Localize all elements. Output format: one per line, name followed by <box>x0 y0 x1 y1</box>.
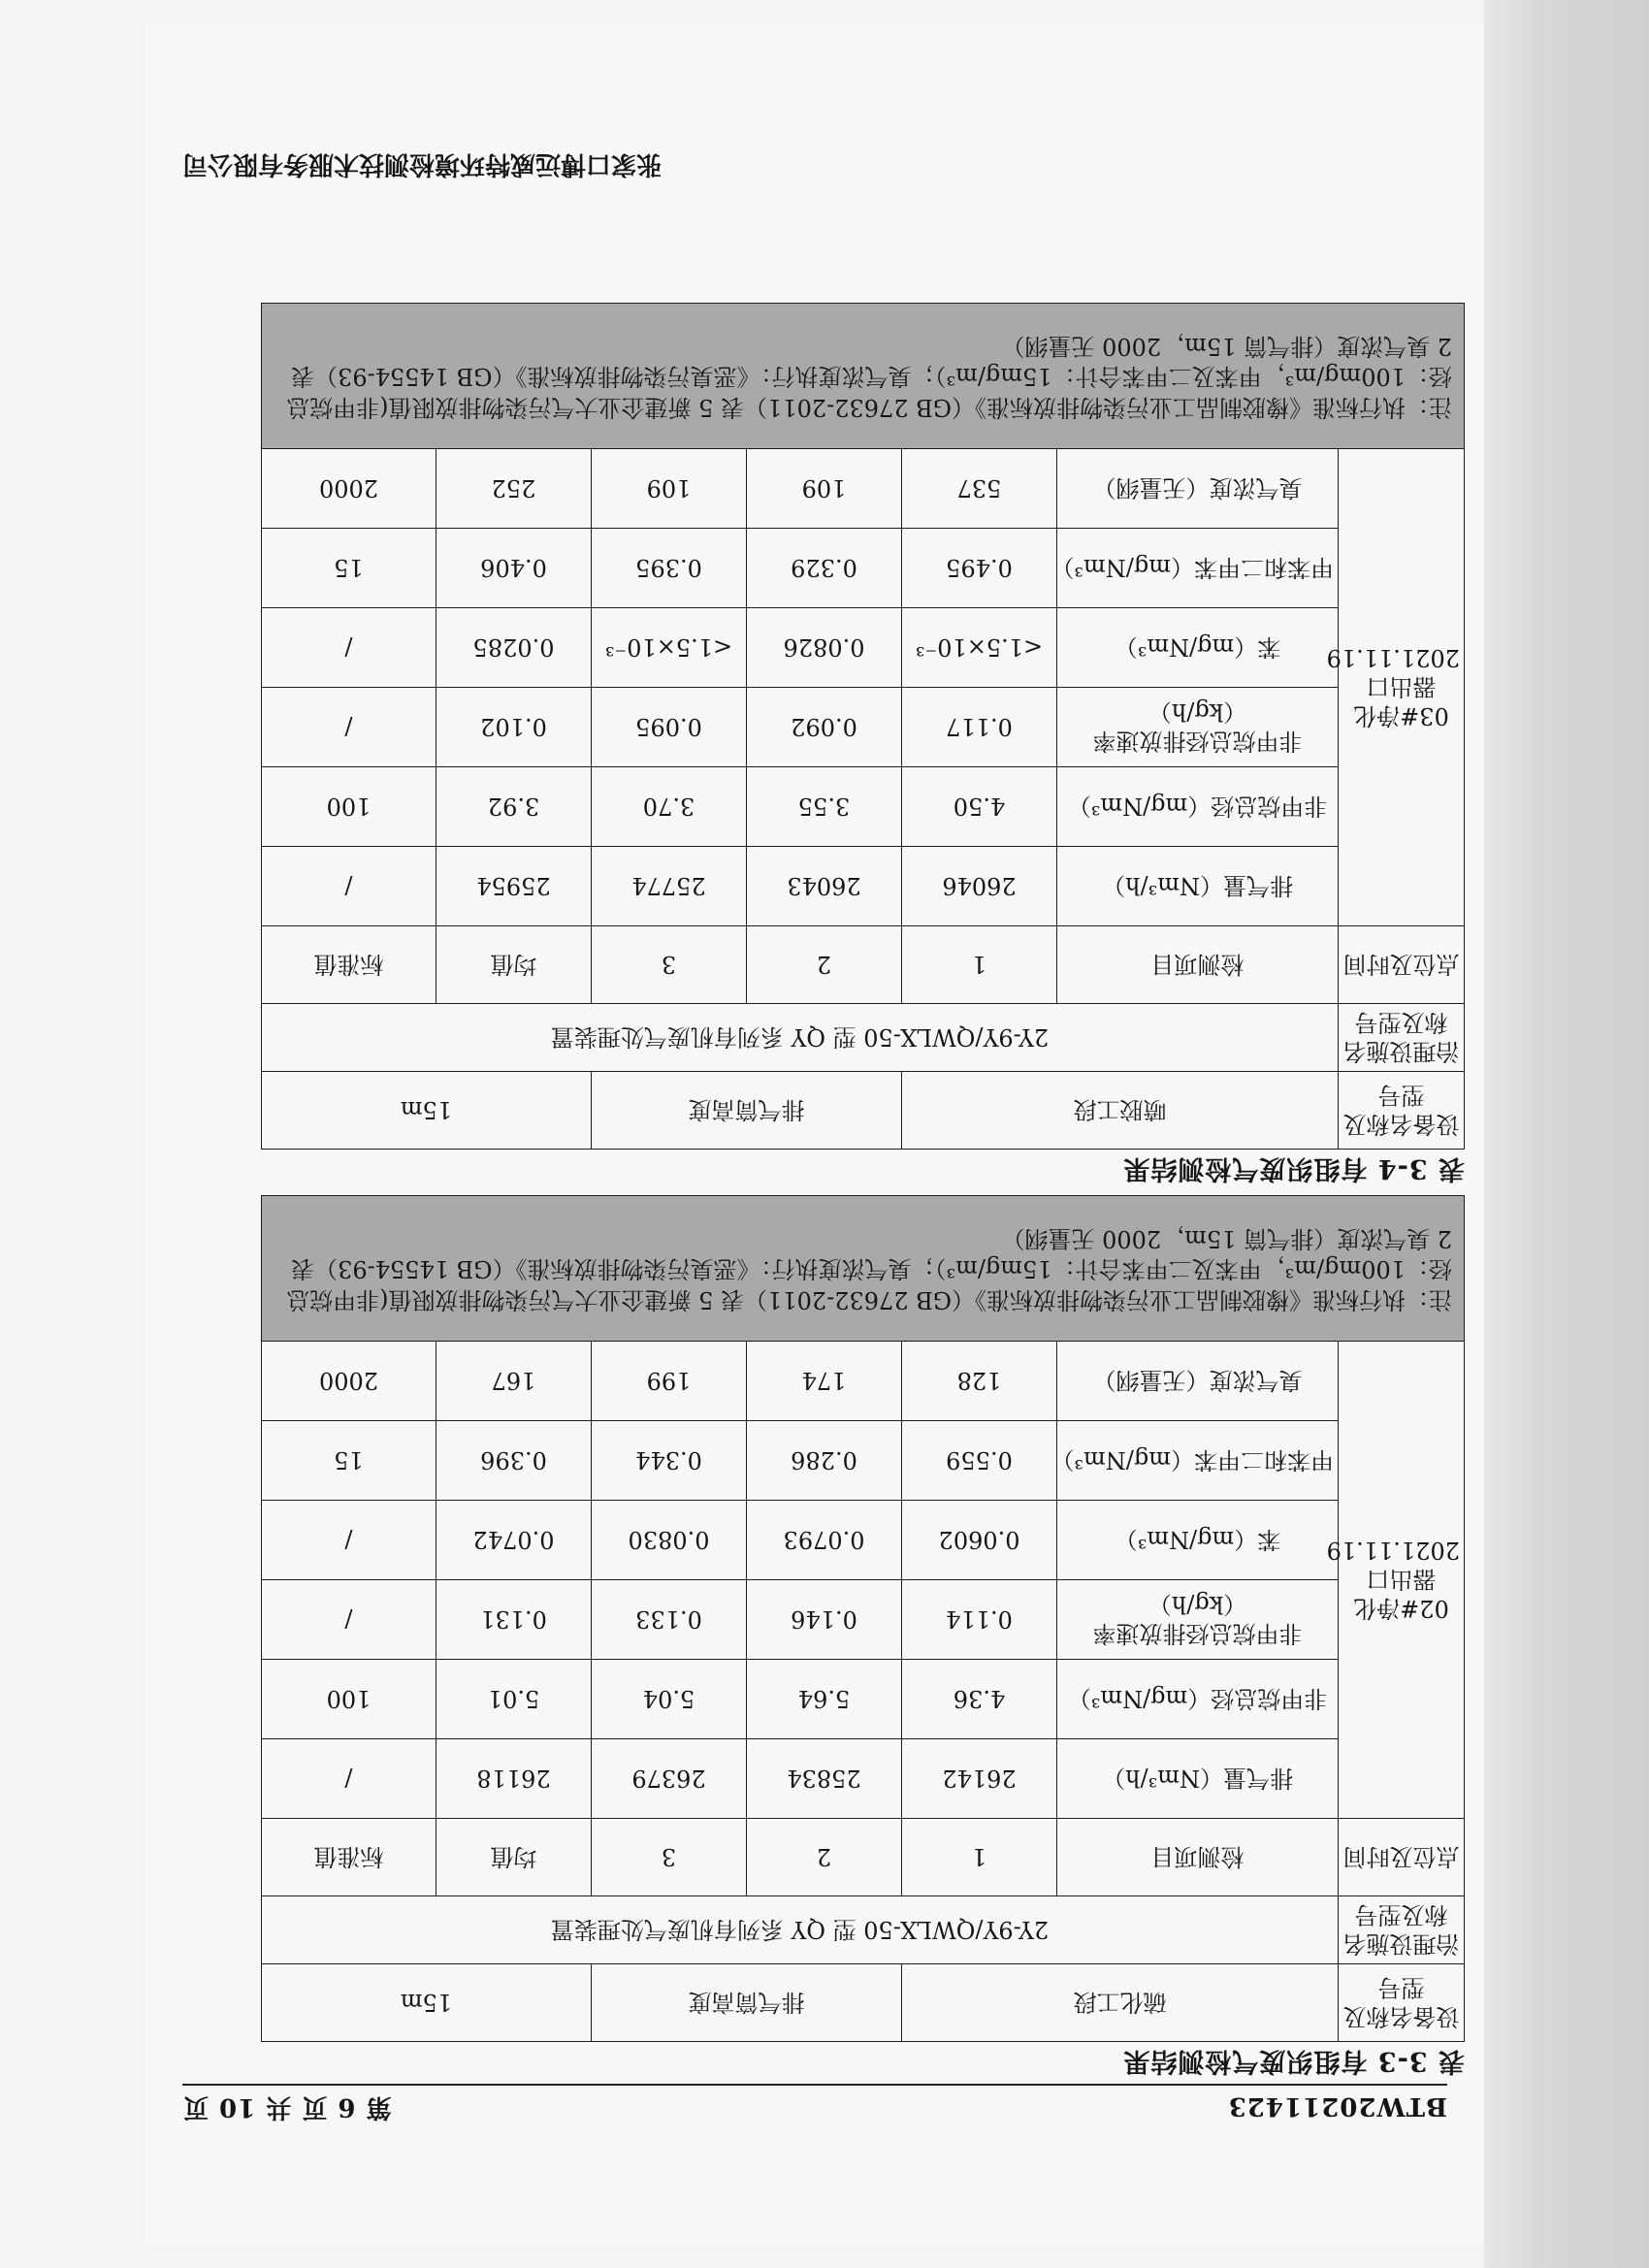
table-cell: / <box>261 847 436 926</box>
col-std-header: 标准值 <box>261 926 436 1004</box>
table-row-item: 非甲烷总烃排放速率（kg/h） <box>1057 688 1339 767</box>
table-cell: 174 <box>747 1342 902 1421</box>
table-cell: 26379 <box>592 1739 747 1819</box>
site-cell <box>1326 1342 1465 1819</box>
stack-height-value: 15m <box>261 1964 591 2042</box>
rotated-sheet <box>146 24 1484 2246</box>
table-cell: 0.495 <box>902 529 1057 608</box>
site-date: 2021.11.19 <box>1326 1537 1460 1565</box>
table-cell: 15 <box>261 529 436 608</box>
table-cell: 26118 <box>436 1739 592 1819</box>
table-cell: 0.344 <box>592 1421 747 1501</box>
table-cell: / <box>261 1501 436 1580</box>
table-cell: 109 <box>747 449 902 529</box>
table-row-item: 排气量（Nm³/h） <box>1057 847 1339 926</box>
table-cell: 100 <box>261 1660 436 1739</box>
site-cell <box>1326 449 1465 926</box>
page-header <box>182 2084 1447 2127</box>
table-row-item: 甲苯和二甲苯（mg/Nm³） <box>1057 1421 1339 1501</box>
treatment-label: 治理设施名称及型号 <box>1339 1896 1465 1964</box>
table-cell: 0.102 <box>436 688 592 767</box>
table-row-item: 非甲烷总烃排放速率（kg/h） <box>1057 1580 1339 1660</box>
treatment-label: 治理设施名称及型号 <box>1339 1004 1465 1072</box>
table-cell: 0.131 <box>436 1580 592 1660</box>
table-cell: 5.64 <box>747 1660 902 1739</box>
treatment-value: 2Y-9Y/QWLX-50 型 QY 系列有机废气处理装置 <box>261 1896 1338 1964</box>
table-cell: 0.559 <box>902 1421 1057 1501</box>
table-note: 注：执行标准《橡胶制品工业污染物排放标准》（GB 27632-2011）表 5 新建企业大气污染物排放限值(非甲烷总烃：100mg/m³，甲苯及二甲苯合计：15mg/m³）；臭气浓度执行：《恶臭污染物排放标准》（GB 14554-93）表 2 臭气浓度（排气筒 15m，2000 无量纲） <box>261 304 1464 449</box>
table-row-item: 苯（mg/Nm³） <box>1057 1501 1339 1580</box>
col-3-header: 3 <box>592 1819 747 1896</box>
table-cell: 3.55 <box>747 767 902 847</box>
table-row-item: 非甲烷总烃（mg/Nm³） <box>1057 1660 1339 1739</box>
table-cell: 0.329 <box>747 529 902 608</box>
col-site-header: 点位及时间 <box>1339 926 1465 1004</box>
col-avg-header: 均值 <box>436 1819 592 1896</box>
table-cell: 26046 <box>902 847 1057 926</box>
table-cell: 15 <box>261 1421 436 1501</box>
table-cell: 109 <box>592 449 747 529</box>
table-cell: 0.395 <box>592 529 747 608</box>
report-number: BTW20211423 <box>1227 2091 1447 2121</box>
stack-height-label: 排气筒高度 <box>592 1964 902 2042</box>
table-row-item: 甲苯和二甲苯（mg/Nm³） <box>1057 529 1339 608</box>
table-3-3-title: 表 3-3 有组织废气检测结果 <box>1122 2046 1465 2076</box>
table-cell: / <box>261 1580 436 1660</box>
table-cell: 0.146 <box>747 1580 902 1660</box>
table-3-4-title: 表 3-4 有组织废气检测结果 <box>1122 1153 1465 1183</box>
equipment-label: 设备名称及型号 <box>1339 1964 1465 2042</box>
site-name: 02#净化器出口 <box>1353 1566 1449 1623</box>
table-cell: 0.0830 <box>592 1501 747 1580</box>
table-cell: 4.50 <box>902 767 1057 847</box>
table-cell: 5.01 <box>436 1660 592 1739</box>
table-cell: 0.114 <box>902 1580 1057 1660</box>
table-cell: 4.36 <box>902 1660 1057 1739</box>
table-row-item: 臭气浓度（无量纲） <box>1057 449 1339 529</box>
col-2-header: 2 <box>747 1819 902 1896</box>
table-3-3 <box>261 1195 1465 2042</box>
table-cell: 100 <box>261 767 436 847</box>
equipment-label: 设备名称及型号 <box>1339 1072 1465 1150</box>
col-2-header: 2 <box>747 926 902 1004</box>
table-cell: 0.396 <box>436 1421 592 1501</box>
table-cell: 26043 <box>747 847 902 926</box>
table-cell: 128 <box>902 1342 1057 1421</box>
equipment-value: 喷胶工段 <box>902 1072 1339 1150</box>
col-item-header: 检测项目 <box>1057 926 1339 1004</box>
table-cell: 5.04 <box>592 1660 747 1739</box>
table-cell: 0.0602 <box>902 1501 1057 1580</box>
table-cell: / <box>261 1739 436 1819</box>
table-cell: 0.117 <box>902 688 1057 767</box>
table-cell: 2000 <box>261 449 436 529</box>
table-cell: 3.70 <box>592 767 747 847</box>
table-note: 注：执行标准《橡胶制品工业污染物排放标准》（GB 27632-2011）表 5 新建企业大气污染物排放限值(非甲烷总烃：100mg/m³，甲苯及二甲苯合计：15mg/m³）；臭气浓度执行：《恶臭污染物排放标准》（GB 14554-93）表 2 臭气浓度（排气筒 15m，2000 无量纲） <box>261 1196 1464 1342</box>
table-3-4 <box>261 303 1465 1150</box>
table-cell: 0.095 <box>592 688 747 767</box>
table-row-item: 排气量（Nm³/h） <box>1057 1739 1339 1819</box>
table-cell: 537 <box>902 449 1057 529</box>
col-std-header: 标准值 <box>261 1819 436 1896</box>
scan-background-edge <box>1484 0 1649 2268</box>
table-cell: 0.406 <box>436 529 592 608</box>
table-cell: 25834 <box>747 1739 902 1819</box>
table-cell: 252 <box>436 449 592 529</box>
treatment-value: 2Y-9Y/QWLX-50 型 QY 系列有机废气处理装置 <box>261 1004 1338 1072</box>
table-cell: <1.5×10⁻³ <box>592 608 747 688</box>
table-cell: 0.092 <box>747 688 902 767</box>
col-item-header: 检测项目 <box>1057 1819 1339 1896</box>
table-cell: 0.133 <box>592 1580 747 1660</box>
stack-height-label: 排气筒高度 <box>592 1072 902 1150</box>
table-cell: <1.5×10⁻³ <box>902 608 1057 688</box>
company-footer: 张家口博远威特环境检测技术服务有限公司 <box>182 149 663 178</box>
equipment-value: 硫化工段 <box>902 1964 1339 2042</box>
page-info: 第 6 页 共 10 页 <box>182 2092 392 2122</box>
col-1-header: 1 <box>902 1819 1057 1896</box>
table-cell: / <box>261 688 436 767</box>
table-cell: 0.0742 <box>436 1501 592 1580</box>
col-site-header: 点位及时间 <box>1339 1819 1465 1896</box>
table-cell: 2000 <box>261 1342 436 1421</box>
table-cell: 0.0793 <box>747 1501 902 1580</box>
col-3-header: 3 <box>592 926 747 1004</box>
table-cell: 25954 <box>436 847 592 926</box>
table-cell: 199 <box>592 1342 747 1421</box>
report-page <box>146 24 1484 2246</box>
table-cell: 26142 <box>902 1739 1057 1819</box>
col-1-header: 1 <box>902 926 1057 1004</box>
site-name: 03#净化器出口 <box>1353 673 1449 730</box>
table-cell: 3.92 <box>436 767 592 847</box>
table-cell: 25774 <box>592 847 747 926</box>
site-date: 2021.11.19 <box>1326 644 1460 672</box>
table-cell: 0.0285 <box>436 608 592 688</box>
table-row-item: 非甲烷总烃（mg/Nm³） <box>1057 767 1339 847</box>
table-row-item: 苯（mg/Nm³） <box>1057 608 1339 688</box>
table-cell: 0.0826 <box>747 608 902 688</box>
table-row-item: 臭气浓度（无量纲） <box>1057 1342 1339 1421</box>
col-avg-header: 均值 <box>436 926 592 1004</box>
stack-height-value: 15m <box>261 1072 591 1150</box>
table-cell: / <box>261 608 436 688</box>
table-cell: 167 <box>436 1342 592 1421</box>
table-cell: 0.286 <box>747 1421 902 1501</box>
